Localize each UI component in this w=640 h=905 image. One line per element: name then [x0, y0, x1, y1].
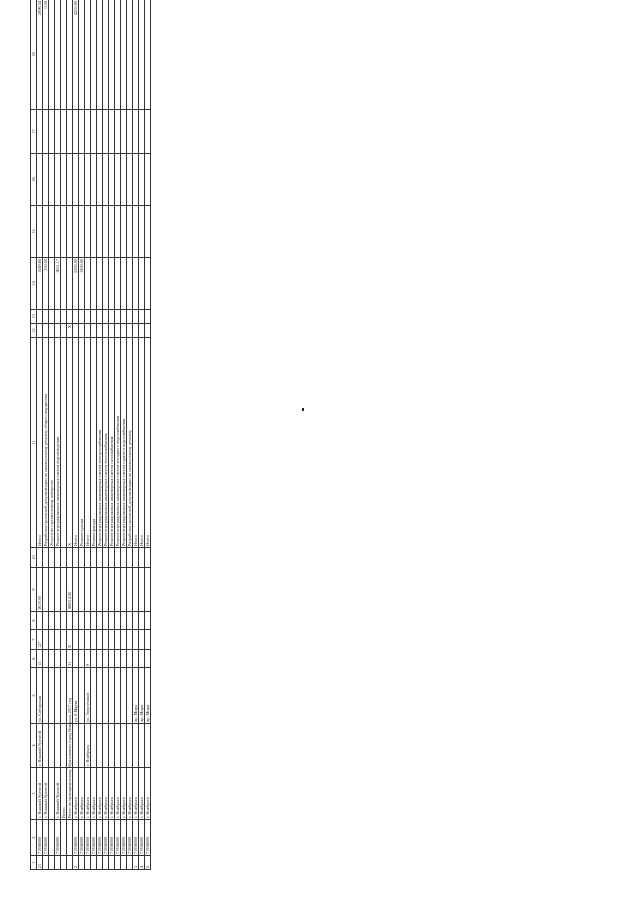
table-cell: [145, 110, 151, 154]
table-cell: 1000.00: [79, 258, 85, 310]
table-cell: Ремонт внутридомовых инженерных систем электроснабжения: [97, 338, 103, 548]
table-cell: 1049.60: [37, 258, 43, 310]
table-cell: Ремонт фасада: [91, 338, 97, 548]
table-cell: Итого: [145, 338, 151, 548]
table-cell: 5: [145, 856, 151, 870]
table-cell: [145, 650, 151, 668]
table-cell: Услуги по строительному контролю: [49, 338, 55, 548]
header-cell: 13: [31, 310, 37, 324]
table-cell: Разработка проектной документации по капитальному ремонту общего имущества: [43, 338, 49, 548]
table-cell: Ремонт внутридомовых инженерных систем холодного водоснабжения: [115, 338, 121, 548]
header-cell: 12: [31, 324, 37, 338]
table-cell: 71956000: [121, 820, 127, 856]
header-cell: 16: [31, 154, 37, 206]
table-cell: Итого: [85, 338, 91, 548]
table-row: [145, 0, 151, 870]
table-cell: [145, 612, 151, 630]
table-cell: 71956000: [109, 820, 115, 856]
table-cell: г. Нижний Уренгой: [37, 724, 43, 768]
table-cell: 71956000: [43, 820, 49, 856]
table-cell: [145, 310, 151, 324]
table-cell: Ремонт крыши: [79, 338, 85, 548]
table-cell: 31: [67, 650, 73, 668]
header-cell: 3: [31, 768, 37, 820]
table-cell: пр. Мира: [145, 668, 151, 724]
table-cell: [145, 154, 151, 206]
table-cell: 168014.90: [67, 568, 73, 612]
table-cell: 3: [133, 856, 139, 870]
repair-program-table: [30, 0, 151, 870]
table-cell: Ремонт внутридомовых инженерных систем горячего водоснабжения: [121, 338, 127, 548]
table-cell: 1651.17: [55, 258, 61, 310]
header-cell: 14: [31, 258, 37, 310]
table-cell: [145, 324, 151, 338]
header-cell: 9: [31, 568, 37, 612]
header-cell: 17: [31, 110, 37, 154]
table-cell: [145, 568, 151, 612]
table-cell: Итого: [37, 338, 43, 548]
table-cell: 300.00: [43, 258, 49, 310]
table-cell: Всего: [61, 768, 67, 820]
table-cell: 2896.54: [37, 0, 43, 110]
table-cell: г. Ноябрьск: [109, 768, 115, 820]
table-cell: ул. Сибирская: [37, 668, 43, 724]
table-cell: 71956000: [55, 820, 61, 856]
table-cell: 2: [73, 856, 79, 870]
table-cell: 71956000: [145, 820, 151, 856]
table-cell: г. Ноябрьск: [133, 768, 139, 820]
table-cell: Разработка проектной документации по капитальному ремонту: [127, 338, 133, 548]
table-cell: [145, 0, 151, 110]
table-cell: г. Нижний Уренгой: [37, 768, 43, 820]
table-cell: пр. Мира: [139, 668, 145, 724]
table-cell: Ремонт внутридомовых инженерных систем теплоснабжения: [103, 338, 109, 548]
table-cell: X: [67, 324, 73, 338]
table-cell: 71956000: [133, 820, 139, 856]
table-cell: г. Нижний Уренгой: [55, 768, 61, 820]
table-cell: 3618.90: [37, 568, 43, 612]
header-cell: 6: [31, 650, 37, 668]
table-cell: Итого: [73, 338, 79, 548]
table-cell: X: [67, 338, 73, 548]
table-cell: [145, 630, 151, 650]
rotated-table-container: [30, 1, 620, 870]
table-cell: 71956000: [103, 820, 109, 856]
table-cell: 4203.80: [73, 0, 79, 110]
table-cell: [145, 724, 151, 768]
table-cell: г. Ноябрьск: [139, 768, 145, 820]
table-cell: г. Ноябрьск: [103, 768, 109, 820]
table-cell: 71956000: [127, 820, 133, 856]
header-cell: 18: [31, 0, 37, 110]
table-cell: 71956000: [139, 820, 145, 856]
table-cell: 127: [37, 630, 43, 650]
table-cell: Ремонт внутридомовых инженерных систем водоотведения: [55, 338, 61, 548]
table-cell: пр. Мира: [133, 668, 139, 724]
table-cell: 13: [37, 650, 43, 668]
table-cell: Итого: [139, 338, 145, 548]
table-cell: 71956000: [115, 820, 121, 856]
table-body: [31, 0, 151, 870]
header-cell: 2: [31, 820, 37, 856]
table-cell: ул. 8 Марта: [73, 668, 79, 724]
table-cell: г. Ноябрьск: [145, 768, 151, 820]
table-cell: г. Ноябрьск: [73, 768, 79, 820]
header-cell: 10: [31, 548, 37, 568]
header-cell: 4: [31, 724, 37, 768]
header-cell: 15: [31, 206, 37, 258]
table-cell: 71956000: [85, 820, 91, 856]
table-cell: X: [67, 630, 73, 650]
table-cell: 71956000: [79, 820, 85, 856]
table-cell: г. Ноябрьск: [91, 768, 97, 820]
table-cell: Итого: [133, 338, 139, 548]
table-cell: г. Ноябрьск: [127, 768, 133, 820]
table-cell: 5395.00: [73, 258, 79, 310]
table-cell: [145, 548, 151, 568]
table-cell: г. Ноябрьск: [121, 768, 127, 820]
header-cell: 8: [31, 612, 37, 630]
table-cell: 0.00: [43, 0, 49, 110]
table-cell: г. Ноябрьск: [85, 768, 91, 820]
header-cell: 11: [31, 338, 37, 548]
table-cell: г. Ноябрьск: [85, 724, 91, 768]
table-cell: ул. Энергетиков: [85, 668, 91, 724]
table-cell: 9: [85, 650, 91, 668]
table-cell: 4: [139, 856, 145, 870]
table-cell: Ремонт внутридомовых инженерных систем газоснабжения: [109, 338, 115, 548]
table-cell: [145, 258, 151, 310]
table-cell: 71956000: [37, 820, 43, 856]
header-cell: 1: [31, 856, 37, 870]
table-cell: 71956000: [97, 820, 103, 856]
table-cell: 71956000: [73, 820, 79, 856]
table-cell: 21: [37, 856, 43, 870]
header-cell: 5: [31, 668, 37, 724]
table-cell: 71956000: [91, 820, 97, 856]
table-cell: Всего по муниципальному образованию город Ноябрьск 2017 год: [67, 697, 72, 818]
table-cell: г. Нижний Уренгой: [43, 768, 49, 820]
table-cell: г. Ноябрьск: [115, 768, 121, 820]
table-cell: г. Ноябрьск: [79, 768, 85, 820]
header-cell: 7: [31, 630, 37, 650]
table-cell: [145, 206, 151, 258]
table-cell: г. Ноябрьск: [97, 768, 103, 820]
